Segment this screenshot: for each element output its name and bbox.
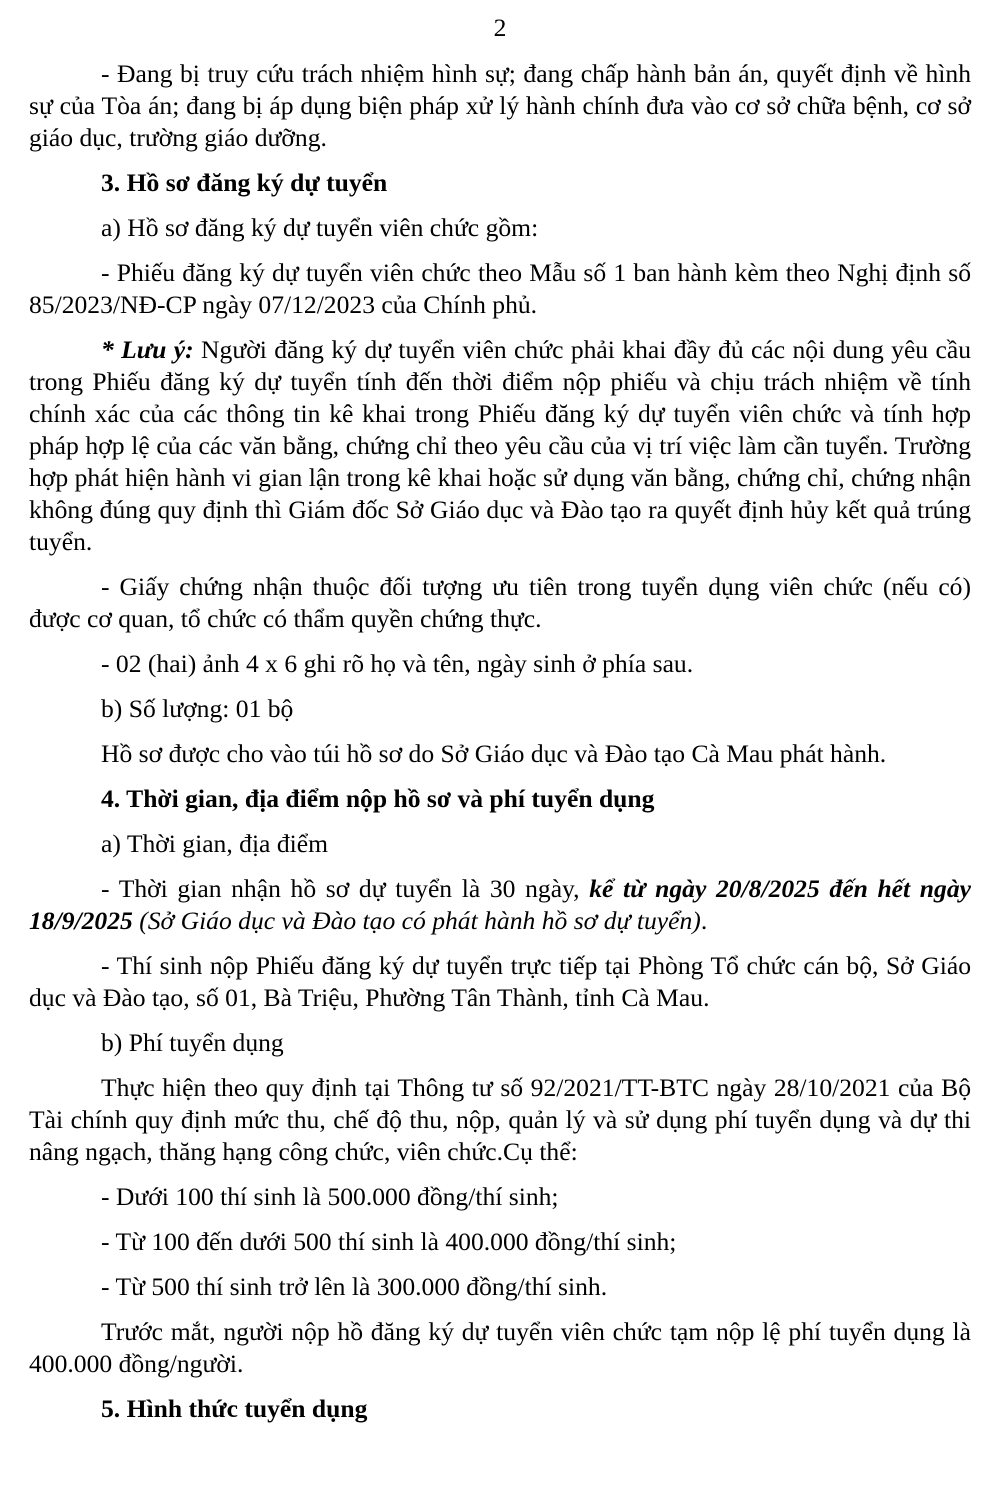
note-text: Người đăng ký dự tuyển viên chức phải khai đầy đủ các nội dung yêu cầu trong Phiếu đăng ký dự tuyển tính đến thời điểm nộp phiếu và chịu trách nhiệm về tính chính xác của các thông tin kê khai trong Phiếu đăng ký dự tuyển viên chức và tính hợp pháp hợp lệ của các văn bằng, chứng chỉ theo yêu cầu của vị trí việc làm cần tuyển. Trường hợp phát hiện hành vi gian lận trong kê khai hoặc sử dụng văn bằng, chứng chỉ, chứng nhận không đúng quy định thì Giám đốc Sở Giáo dục và Đào tạo ra quyết định hủy kết quả trúng tuyển. xyxy=(29,335,971,556)
period-dates: kể từ ngày 20/8/2025 đến hết ngày 18/9/2025 xyxy=(29,874,971,935)
paragraph-3a-photos: - 02 (hai) ảnh 4 x 6 ghi rõ họ và tên, ngày sinh ở phía sau. xyxy=(101,649,694,678)
section-heading-4: 4. Thời gian, địa điểm nộp hồ sơ và phí tuyển dụng xyxy=(101,784,655,813)
paragraph-note xyxy=(29,334,971,558)
paragraph-4b-regulation: Thực hiện theo quy định tại Thông tư số 92/2021/TT-BTC ngày 28/10/2021 của Bộ Tài chính quy định mức thu, chế độ thu, nộp, quản lý và sử dụng phí tuyển dụng và dự thi nâng ngạch, thăng hạng công chức, viên chức.Cụ thể: xyxy=(29,1073,971,1166)
document-page xyxy=(29,12,971,1438)
fee-item-over-500: - Từ 500 thí sinh trở lên là 300.000 đồng/thí sinh. xyxy=(101,1272,608,1301)
paragraph-disqualification: - Đang bị truy cứu trách nhiệm hình sự; đang chấp hành bản án, quyết định về hình sự của Tòa án; đang bị áp dụng biện pháp xử lý hành chính đưa vào cơ sở chữa bệnh, cơ sở giáo dục, trường giáo dưỡng. xyxy=(29,59,971,152)
period-end: . xyxy=(700,906,708,935)
paragraph-3b: b) Số lượng: 01 bộ xyxy=(101,694,294,723)
period-note: (Sở Giáo dục và Đào tạo có phát hành hồ sơ dự tuyển) xyxy=(132,906,701,935)
paragraph-3a-priority: - Giấy chứng nhận thuộc đối tượng ưu tiên trong tuyển dụng viên chức (nếu có) được cơ quan, tổ chức có thẩm quyền chứng thực. xyxy=(29,572,971,633)
note-label: * Lưu ý: xyxy=(101,335,194,364)
paragraph-4b-temporary-fee: Trước mắt, người nộp hồ đăng ký dự tuyển viên chức tạm nộp lệ phí tuyển dụng là 400.000 đồng/người. xyxy=(29,1317,971,1378)
page-number: 2 xyxy=(493,13,507,42)
paragraph-4a: a) Thời gian, địa điểm xyxy=(101,829,328,858)
paragraph-4b: b) Phí tuyển dụng xyxy=(101,1028,284,1057)
paragraph-3a-form: - Phiếu đăng ký dự tuyển viên chức theo Mẫu số 1 ban hành kèm theo Nghị định số 85/2023/NĐ-CP ngày 07/12/2023 của Chính phủ. xyxy=(29,258,971,319)
paragraph-3c: Hồ sơ được cho vào túi hồ sơ do Sở Giáo dục và Đào tạo Cà Mau phát hành. xyxy=(101,739,887,768)
paragraph-3a: a) Hồ sơ đăng ký dự tuyển viên chức gồm: xyxy=(101,213,539,242)
fee-item-100-500: - Từ 100 đến dưới 500 thí sinh là 400.000 đồng/thí sinh; xyxy=(101,1227,677,1256)
paragraph-4a-location: - Thí sinh nộp Phiếu đăng ký dự tuyển trực tiếp tại Phòng Tổ chức cán bộ, Sở Giáo dục và Đào tạo, số 01, Bà Triệu, Phường Tân Thành, tỉnh Cà Mau. xyxy=(29,951,971,1012)
fee-item-under-100: - Dưới 100 thí sinh là 500.000 đồng/thí sinh; xyxy=(101,1182,559,1211)
period-intro: - Thời gian nhận hồ sơ dự tuyển là 30 ngày, xyxy=(101,874,590,903)
section-heading-3: 3. Hồ sơ đăng ký dự tuyển xyxy=(101,168,388,197)
section-heading-5: 5. Hình thức tuyển dụng xyxy=(101,1394,368,1423)
paragraph-4a-period xyxy=(29,873,971,937)
